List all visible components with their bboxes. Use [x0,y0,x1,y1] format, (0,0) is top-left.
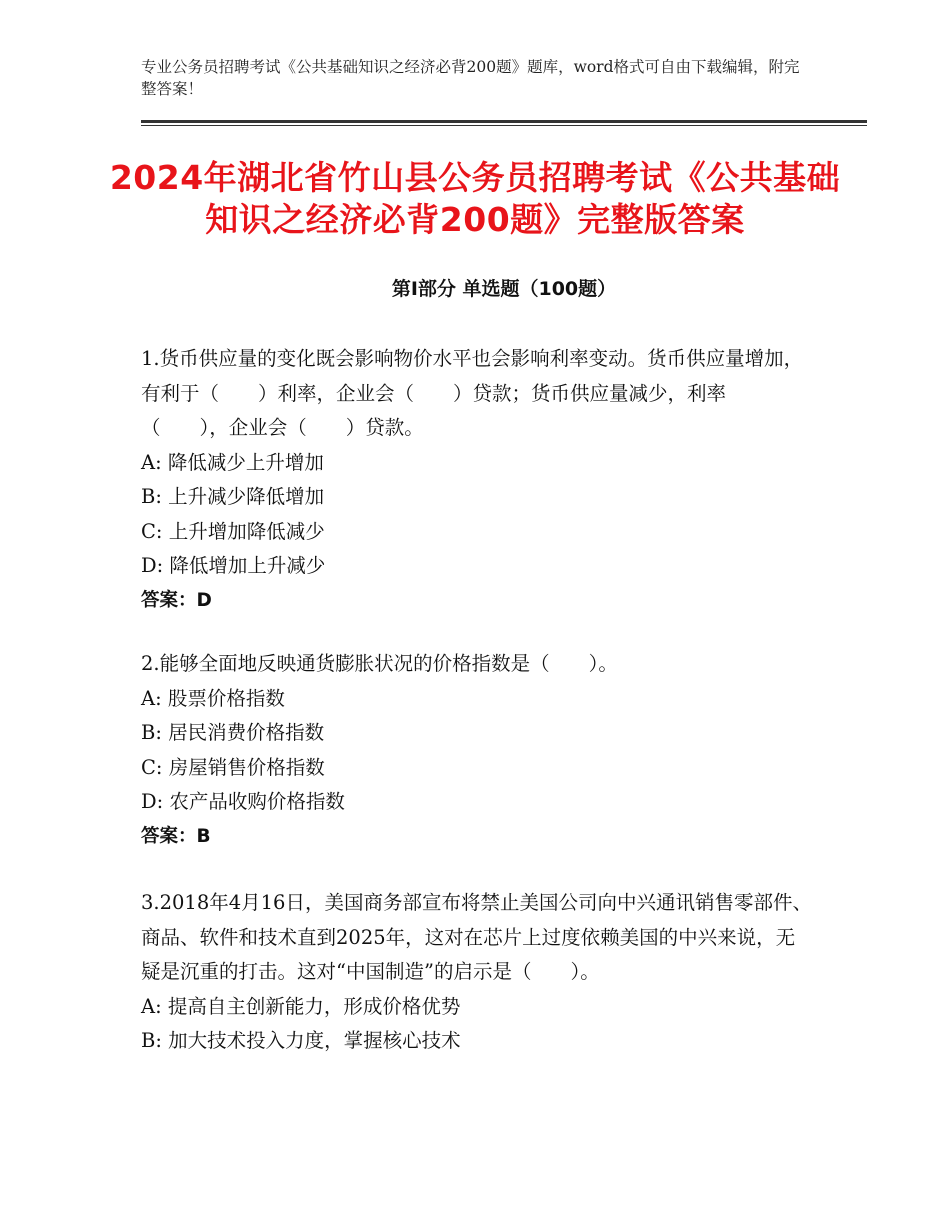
option-b: B: 加大技术投入力度，掌握核心技术 [141,1029,461,1052]
header-note: 专业公务员招聘考试《公共基础知识之经济必背200题》题库，word格式可自由下载编辑，附完整答案！ [141,58,800,98]
question-3 [141,886,813,1059]
section-heading: 第Ⅰ部分 单选题（100题） [391,278,617,300]
option-d: D: 降低增加上升减少 [141,554,326,577]
option-c: C: 房屋销售价格指数 [141,755,325,779]
option-b: B: 上升减少降低增加 [141,485,325,508]
option-a: A: 降低减少上升增加 [141,450,324,474]
document-title: 2024年湖北省竹山县公务员招聘考试《公共基础知识之经济必背200题》完整版答案 [109,158,841,239]
option-a: A: 股票价格指数 [141,686,285,710]
option-c: C: 上升增加降低减少 [141,519,325,543]
question-1 [141,342,813,618]
question-stem: 3.2018年4月16日，美国商务部宣布将禁止美国公司向中兴通讯销售零部件、商品、软件和技术直到2025年，这对在芯片上过度依赖美国的中兴来说，无疑是沉重的打击。这对“中国制造”的启示是（ ）。 [141,891,812,983]
option-a: A: 提高自主创新能力，形成价格优势 [141,994,461,1018]
header-divider-thin [141,125,867,126]
question-stem: 1.货币供应量的变化既会影响物价水平也会影响利率变动。货币供应量增加，有利于（ ）利率，企业会（ ）贷款；货币供应量减少，利率（ ），企业会（ ）贷款。 [141,347,804,439]
option-b: B: 居民消费价格指数 [141,721,325,744]
question-2 [141,647,813,854]
question-stem: 2.能够全面地反映通货膨胀状况的价格指数是（ ）。 [141,652,618,675]
option-d: D: 农产品收购价格指数 [141,790,345,813]
header-divider-thick [141,120,867,123]
answer: 答案：B [141,825,211,847]
answer: 答案：D [141,589,212,611]
